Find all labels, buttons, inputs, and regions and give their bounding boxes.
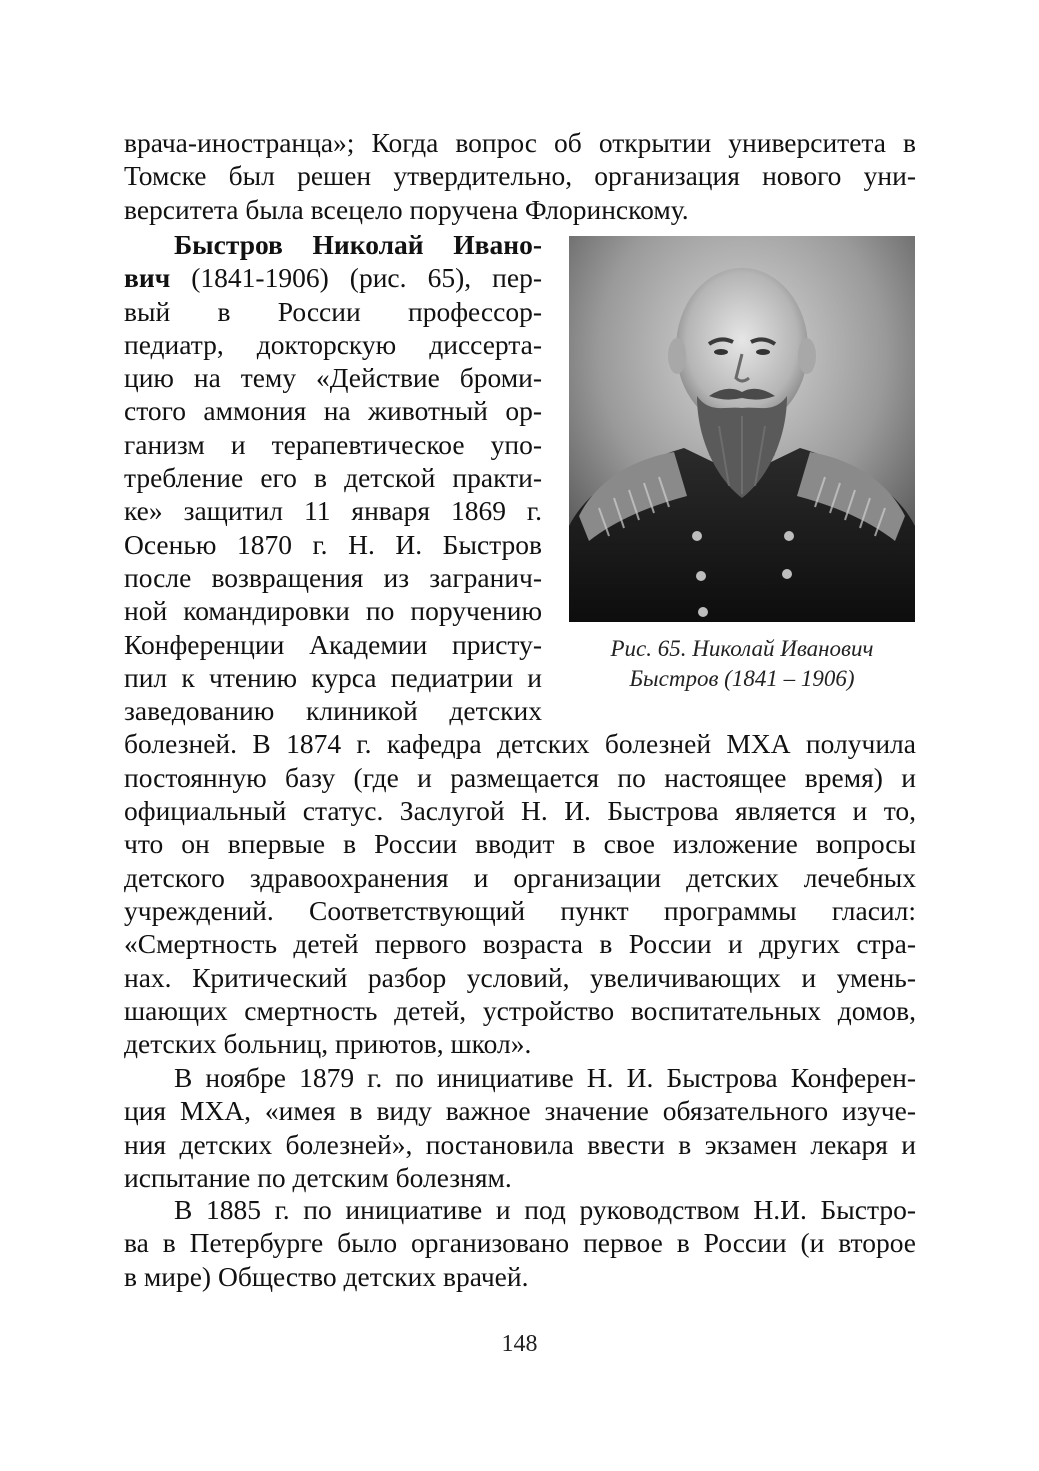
text-line: учреждений. Соответствующий пункт программы гласил: [124, 894, 916, 926]
text-line: ция МХА, «имея в виду важное значение обязательного изуче- [124, 1095, 916, 1127]
figure-caption [555, 634, 929, 694]
text-line: детского здравоохранения и организации детских лечебных [124, 861, 916, 893]
text-line: требление его в детской практи- [124, 462, 542, 494]
person-name: Быстров Николай Ивано- [174, 229, 542, 260]
text-line: ния детских болезней», постановила ввести в экзамен лекаря и [124, 1128, 916, 1160]
text-line: пил к чтению курса педиатрии и [124, 661, 542, 693]
text-line: В ноябре 1879 г. по инициативе Н. И. Быстрова Конферен- [174, 1062, 916, 1093]
text-line: Томске был решен утвердительно, организация нового уни- [124, 160, 916, 192]
person-name-end: вич [124, 262, 171, 294]
text-line: ва в Петербурге было организовано первое в России (и второе [124, 1227, 916, 1259]
text-line: Конференции Академии присту- [124, 628, 542, 660]
text-line: педиатр, докторскую диссерта- [124, 328, 542, 360]
paragraph-1879 [124, 1061, 916, 1194]
text-line: Осенью 1870 г. Н. И. Быстров [124, 528, 542, 560]
text-line: испытание по детским болезням. [124, 1161, 512, 1193]
text-line: заведованию клиникой детских [124, 695, 542, 727]
text-line: детских больниц, приютов, школ». [124, 1028, 532, 1060]
text-line: В 1885 г. по инициативе и под руководством Н.И. Быстро- [174, 1194, 916, 1225]
caption-line: Быстров (1841 – 1906) [629, 666, 855, 691]
text-span: (1841-1906) (рис. 65), пер- [170, 262, 542, 294]
text-line [124, 261, 542, 294]
text-line [124, 228, 542, 261]
caption-line: Рис. 65. Николай Иванович [610, 636, 874, 661]
portrait-illustration [569, 236, 915, 622]
text-line: врача-иностранца»; Когда вопрос об открытии университета в [124, 127, 916, 158]
text-line: вый в России профессор- [124, 295, 542, 327]
portrait-photo [569, 236, 915, 622]
text-line: верситета была всецело поручена Флоринскому. [124, 193, 689, 225]
text-line: постоянную базу (где и размещается по настоящее время) и [124, 761, 916, 793]
text-line: цию на тему «Действие броми- [124, 362, 542, 394]
text-line: официальный статус. Заслугой Н. И. Быстрова является и то, [124, 795, 916, 827]
page-number: 148 [501, 1331, 538, 1357]
text-line: шающих смертность детей, устройство воспитательных домов, [124, 994, 916, 1026]
text-line: «Смертность детей первого возраста в России и других стра- [124, 928, 916, 960]
text-line: ке» защитил 11 января 1869 г. [124, 495, 542, 527]
top-paragraph [124, 126, 916, 226]
text-line: ганизм и терапевтическое упо- [124, 428, 542, 460]
text-line: после возвращения из загранич- [124, 561, 542, 593]
text-line: в мире) Общество детских врачей. [124, 1260, 529, 1292]
text-line: болезней. В 1874 г. кафедра детских болезней МХА получила [124, 728, 916, 760]
text-line: что он впервые в России вводит в свое изложение вопросы [124, 828, 916, 860]
text-line: нах. Критический разбор условий, увеличивающих и умень- [124, 961, 916, 993]
paragraph-1885 [124, 1193, 916, 1293]
text-line: ной командировки по поручению [124, 595, 542, 627]
text-line: стого аммония на животный ор- [124, 395, 542, 427]
